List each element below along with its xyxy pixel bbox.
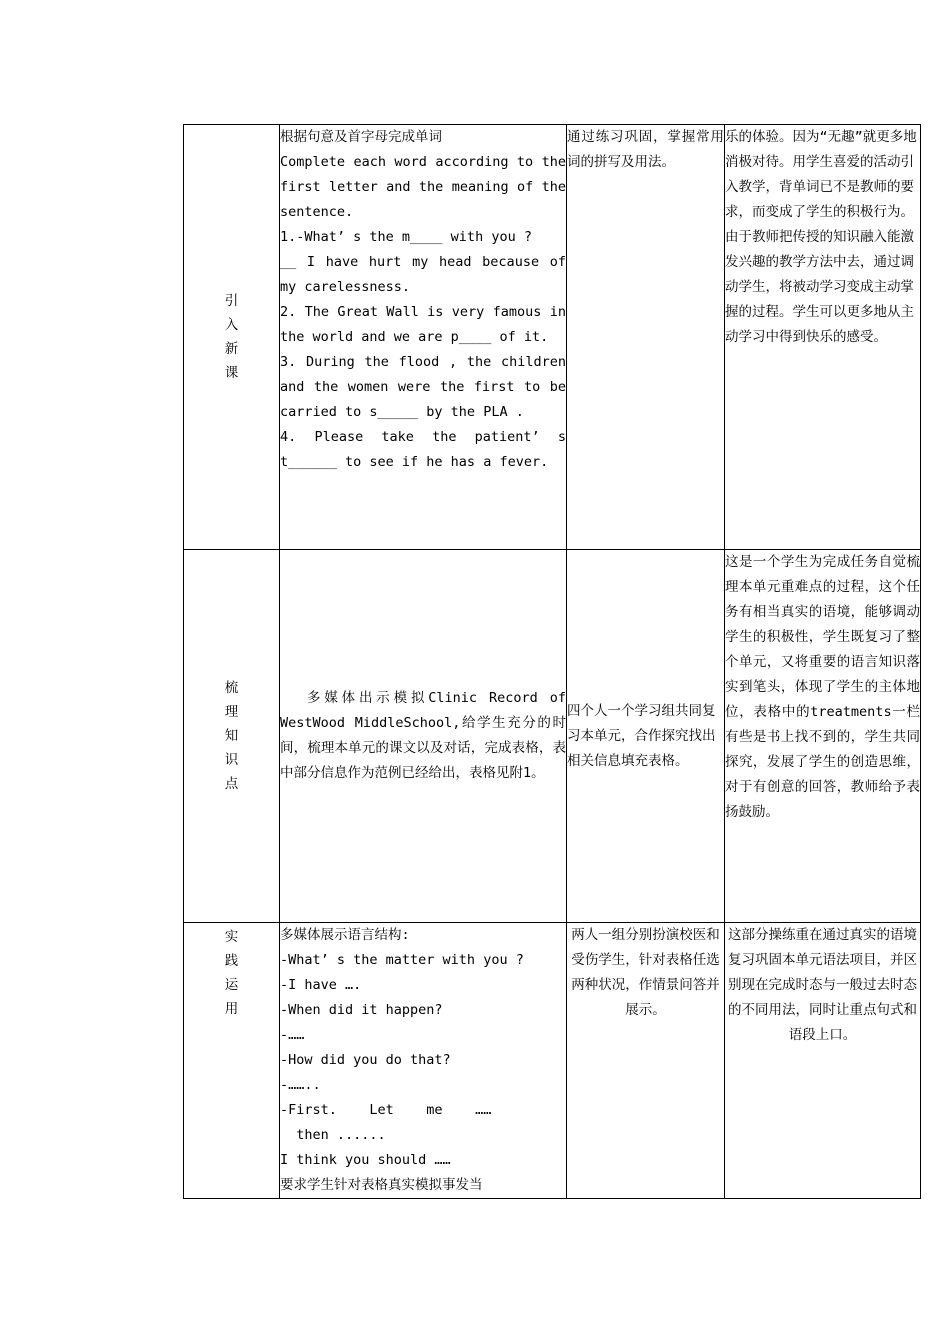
activity-line: 1.-What’ s the m____ with you ? bbox=[280, 229, 532, 245]
lesson-plan-table bbox=[183, 124, 921, 1199]
activity-line: 2. The Great Wall is very famous in the world and we are p____ of it. bbox=[280, 304, 566, 345]
stage-char: 实 bbox=[224, 929, 239, 945]
purpose-text: 乐的体验。因为“无趣”就更多地消极对待。用学生喜爱的活动引入教学，背单词已不是教师的要求，而变成了学生的积极行为。由于教师把传授的知识融入能激发兴趣的教学方法中去，通过调动学生，将被动学习变成主动掌握的过程。学生可以更多地从主动学习中得到快乐的感受。 bbox=[725, 129, 917, 345]
table-row bbox=[184, 125, 921, 550]
stage-char: 点 bbox=[224, 776, 239, 792]
activity-line: -How did you do that? bbox=[280, 1052, 451, 1068]
purpose-cell bbox=[725, 550, 921, 923]
stage-char: 用 bbox=[224, 1001, 239, 1017]
activity-line: 多媒体出示模拟Clinic Record of WestWood MiddleSchool,给学生充分的时间，梳理本单元的课文以及对话，完成表格，表中部分信息作为范例已经给出，表格见附1。 bbox=[280, 690, 566, 781]
activity-line: 根据句意及首字母完成单词 bbox=[280, 129, 442, 145]
activity-line: 4. Please take the patient’ s t______ to see if he has a fever. bbox=[280, 429, 566, 470]
student-activity-cell bbox=[567, 550, 725, 923]
purpose-text: 这是一个学生为完成任务自觉梳理本单元重难点的过程，这个任务有相当真实的语境，能够调动学生的积极性，学生既复习了整个单元，又将重要的语言知识落实到笔头，体现了学生的主体地位，表格中的treatments一栏有些是书上找不到的，学生共同探究，发展了学生的创造思维，对于有创意的回答，教师给予表扬鼓励。 bbox=[725, 554, 920, 820]
student-activity-cell bbox=[567, 125, 725, 550]
activity-line: -What’ s the matter with you ? bbox=[280, 952, 524, 968]
stage-char: 引 bbox=[224, 293, 239, 309]
purpose-cell bbox=[725, 125, 921, 550]
stage-cell bbox=[184, 923, 280, 1199]
activity-line: -First. Let me …… bbox=[280, 1102, 492, 1118]
activity-line: -I have …. bbox=[280, 977, 362, 993]
stage-char: 践 bbox=[224, 953, 239, 969]
activity-line: 要求学生针对表格真实模拟事发当 bbox=[280, 1177, 483, 1193]
activity-line: -…….. bbox=[280, 1077, 321, 1093]
stage-char: 理 bbox=[224, 704, 239, 720]
activity-line: -When did it happen? bbox=[280, 1002, 443, 1018]
activity-line: __ I have hurt my head because of my carelessness. bbox=[280, 254, 566, 295]
activity-line: then ...... bbox=[280, 1127, 386, 1143]
stage-char: 识 bbox=[224, 752, 239, 768]
stage-char: 梳 bbox=[224, 680, 239, 696]
stage-char: 入 bbox=[224, 317, 239, 333]
activity-line: Complete each word according to the first letter and the meaning of the sentence. bbox=[280, 154, 566, 220]
stage-cell bbox=[184, 550, 280, 923]
student-activity-cell bbox=[567, 923, 725, 1199]
purpose-text: 这部分操练重在通过真实的语境复习巩固本单元语法项目，并区别现在完成时态与一般过去时态的不同用法，同时让重点句式和语段上口。 bbox=[728, 927, 917, 1043]
stage-char: 运 bbox=[224, 977, 239, 993]
stage-char: 课 bbox=[224, 365, 239, 381]
activity-cell bbox=[280, 550, 567, 923]
stage-cell bbox=[184, 125, 280, 550]
table-row bbox=[184, 550, 921, 923]
student-activity-text: 两人一组分别扮演校医和受伤学生，针对表格任选两种状况，作情景问答并展示。 bbox=[571, 927, 720, 1018]
activity-line: I think you should …… bbox=[280, 1152, 451, 1168]
stage-char: 新 bbox=[224, 341, 239, 357]
activity-cell bbox=[280, 125, 567, 550]
table-row bbox=[184, 923, 921, 1199]
student-activity-text: 通过练习巩固，掌握常用词的拼写及用法。 bbox=[567, 129, 724, 170]
stage-char: 知 bbox=[224, 728, 239, 744]
activity-line: -…… bbox=[280, 1027, 305, 1043]
student-activity-text: 四个人一个学习组共同复习本单元，合作探究找出相关信息填充表格。 bbox=[567, 702, 716, 769]
activity-line: 3. During the flood , the children and the women were the first to be carried to s_____ by the PLA . bbox=[280, 354, 566, 420]
purpose-cell bbox=[725, 923, 921, 1199]
activity-cell bbox=[280, 923, 567, 1199]
activity-line: 多媒体展示语言结构: bbox=[280, 927, 410, 943]
